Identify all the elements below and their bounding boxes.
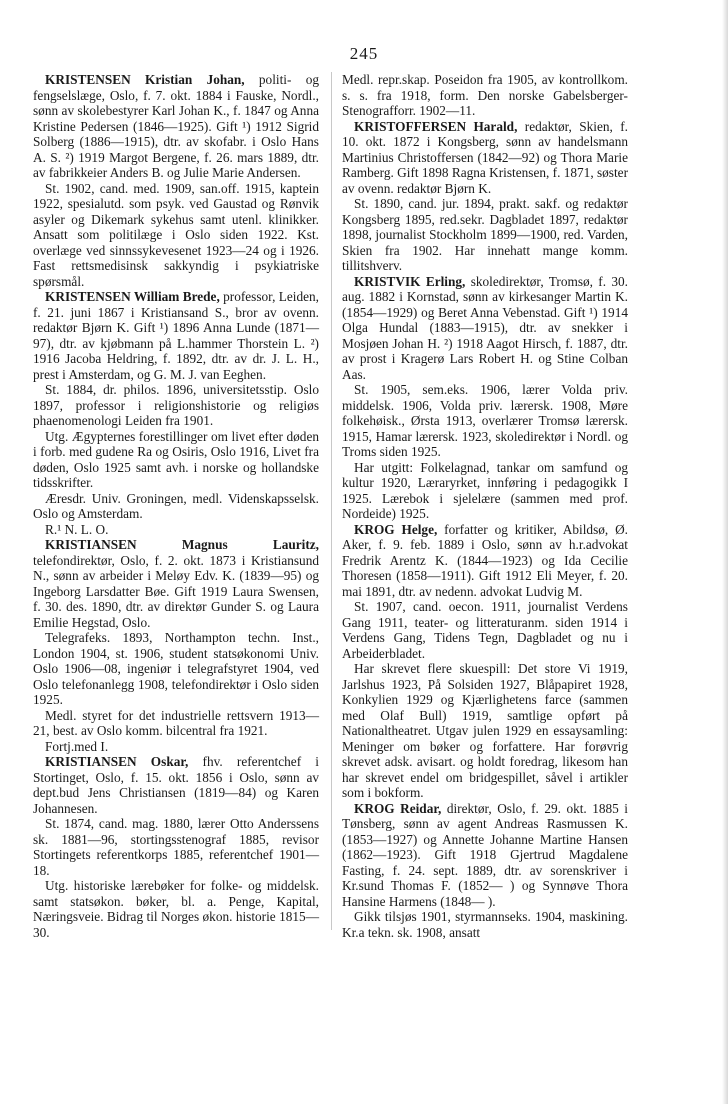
- entry-text: Gikk tilsjøs 1901, styrmannseks. 1904, maskining. Kr.a tekn. sk. 1908, ansatt: [342, 909, 628, 940]
- biography-paragraph: [342, 460, 628, 522]
- biography-paragraph: [33, 630, 319, 708]
- biography-paragraph: [342, 72, 628, 119]
- biography-entry: [33, 754, 319, 816]
- entry-name: KROG Helge,: [354, 521, 438, 537]
- entry-text: professor, Leiden, f. 21. juni 1867 i Kristiansand S., bror av ovenn. redaktør Bjørn K. Gift ¹) 1896 Anna Lunde (1871—97), dtr. av kjøbmann på L.hammer Thorstein L. ²) 1916 Jacoba Heldring, f. 1892, dtr. av dr. J. L. H., prest i Amsterdam, og G. M. J. van Eeghen.: [33, 289, 319, 382]
- biography-paragraph: [33, 522, 319, 538]
- entry-text: Medl. styret for det industrielle rettsvern 1913—21, best. av Oslo komm. bilcentral fra 1921.: [33, 707, 319, 738]
- entry-text: Utg. historiske lærebøker for folke- og middelsk. samt statsøkon. bøker, bl. a. Penge, Kapital, Næringsveie. Bidrag til Norges økon. historie 1815—30.: [33, 878, 319, 940]
- entry-name: KROG Reidar,: [354, 800, 442, 816]
- entry-text: St. 1884, dr. philos. 1896, universitetsstip. Oslo 1897, professor i religionshistorie og religiøs phaenomenologi Leiden fra 1901.: [33, 382, 319, 428]
- entry-text: Æresdr. Univ. Groningen, medl. Videnskapsselsk. Oslo og Amsterdam.: [33, 490, 319, 521]
- entry-text: fhv. referentchef i Stortinget, Oslo, f. 15. okt. 1856 i Oslo, sønn av dept.bud Jens Christiansen (1819—84) og Karen Johannesen.: [33, 754, 319, 816]
- biography-entry: [33, 72, 319, 181]
- entry-text: St. 1902, cand. med. 1909, san.off. 1915, kaptein 1922, spesialutd. som psyk. ved Gaustad og Rønvik asyler og Dikemark sykehus samt utenl. klinikker. Ansatt som politilæge i Oslo siden 1922. Kst. overlæge ved sinnssykevesenet 1923—24 og i 1926. Fast rettsmedisinsk sakkyndig i psykiatriske spørsmål.: [33, 180, 319, 289]
- entry-name: KRISTENSEN Kristian Johan,: [45, 72, 245, 87]
- biography-paragraph: [342, 661, 628, 801]
- page-number: 245: [349, 44, 379, 63]
- column-divider: [331, 72, 332, 930]
- biography-paragraph: [33, 382, 319, 429]
- right-column: [342, 72, 628, 940]
- left-column: [33, 72, 319, 940]
- entry-text: direktør, Oslo, f. 29. okt. 1885 i Tønsberg, sønn av agent Andreas Rasmussen K. (1853—1927) og Annette Johanne Martine Hansen (1862—1923). Gift 1918 Gjertrud Magdalene Fasting, f. 24. sept. 1889, dtr. av sorenskriver i Kr.sund Thomas F. (1852— ) og Synnøve Thora Hansine Harmens (1848— ).: [342, 800, 628, 909]
- entry-text: redaktør, Skien, f. 10. okt. 1872 i Kongsberg, sønn av handelsmann Martinius Christoffersen (1842—92) og Thora Marie Ramberg. Gift 1898 Ragna Kristensen, f. 1871, søster av ovenn. redaktør Bjørn K.: [342, 118, 628, 196]
- entry-text: St. 1907, cand. oecon. 1911, journalist Verdens Gang 1911, teater- og litteraturanm. siden 1914 i Verdens Gang, Tidens Tegn, Dagbladet og nu i Arbeiderbladet.: [342, 599, 628, 661]
- biography-entry: [33, 537, 319, 630]
- page-edge-shadow: [722, 0, 728, 1104]
- biography-entry: [342, 801, 628, 910]
- biography-entry: [33, 289, 319, 382]
- entry-name: KRISTIANSEN Oskar,: [45, 754, 189, 769]
- entry-text: Utg. Ægypternes forestillinger om livet efter døden i forb. med gudene Ra og Osiris, Oslo 1916, Livet fra døden, Oslo 1925 samt avh. i norske og hollandske tidsskrifter.: [33, 428, 319, 490]
- biography-paragraph: [33, 708, 319, 739]
- entry-text: Telegrafeks. 1893, Northampton techn. Inst., London 1904, st. 1906, student statsøkonomi Univ. Oslo 1906—08, ingeniør i telegrafstyret 1904, ved Oslo telefonanlegg 1908, telefondirektør i Oslo siden 1925.: [33, 630, 319, 707]
- entry-text: St. 1890, cand. jur. 1894, prakt. sakf. og redaktør Kongsberg 1895, red.sekr. Dagbladet 1897, redaktør 1898, journalist Stockholm 1899—1900, red. Varden, Skien fra 1902. Har innehatt mange komm. tillitshverv.: [342, 196, 628, 273]
- entry-text: Har skrevet flere skuespill: Det store Vi 1919, Jarlshus 1923, På Solsiden 1927, Blåpapiret 1928, Konkylien 1929 og Kjærlighetens farce (sammen med Olaf Bull) 1919, samtlige opført på Nationaltheatret. Utgav julen 1929 en essaysamling: Meninger om bøker og forfattere. Har forøvrig skrevet adsk. avisart. og holdt foredrag, likesom han har skrevet endel om bridgespillet, såvel i artikler som i bokform.: [342, 661, 628, 800]
- biography-paragraph: [33, 816, 319, 878]
- entry-text: forfatter og kritiker, Abildsø, Ø. Aker, f. 9. feb. 1889 i Oslo, sønn av h.r.advokat Fredrik Arentz K. (1844—1923) og Ida Cecilie Thoresen (1858—1911). Gift 1912 Eli Meyer, f. 20. mai 1891, dtr. av nedenn. advokat Ludvig M.: [342, 521, 628, 599]
- entry-name: KRISTOFFERSEN Harald,: [354, 118, 518, 134]
- biography-paragraph: [342, 909, 628, 940]
- biography-paragraph: [33, 491, 319, 522]
- biography-entry: [342, 522, 628, 600]
- biography-entry: [342, 274, 628, 383]
- biography-paragraph: [33, 181, 319, 290]
- biography-paragraph: [33, 878, 319, 940]
- entry-text: R.¹ N. L. O.: [45, 521, 109, 537]
- entry-text: skoledirektør, Tromsø, f. 30. aug. 1882 i Kornstad, sønn av kirkesanger Martin K. (1854—1929) og Beret Anna Vebenstad. Gift ¹) 1914 Olga Hundal (1883—1915), dtr. av snekker i Mosjøen Johan H. ²) 1918 Aagot Hirsch, f. 1887, dtr. av prost i Kragerø Lars Robert H. og Stine Colban Aas.: [342, 273, 629, 382]
- biography-paragraph: [342, 599, 628, 661]
- entry-text: telefondirektør, Oslo, f. 2. okt. 1873 i Kristiansund N., sønn av arbeider i Meløy Edv. K. (1839—95) og Ingeborg Larsdatter Bøe. Gift 1919 Laura Swensen, f. 30. des. 1890, dtr. av direktør Gunder S. og Laura Emilie Hegstad, Oslo.: [33, 552, 319, 630]
- entry-text: St. 1874, cand. mag. 1880, lærer Otto Anderssens sk. 1881—96, stortingsstenograf 1885, revisor Stortingets referentkorps 1885, referentchef 1901—18.: [33, 816, 319, 878]
- biography-entry: [342, 119, 628, 197]
- biography-paragraph: [33, 739, 319, 755]
- entry-text: Har utgitt: Folkelagnad, tankar om samfund og kultur 1920, Læraryrket, innføring i pedagogikk I 1925. Lærebok i sjelelære (sammen med prof. Nordeide) 1925.: [342, 459, 628, 521]
- entry-name: KRISTENSEN William Brede,: [45, 289, 220, 304]
- entry-text: Fortj.med I.: [45, 738, 109, 754]
- entry-name: KRISTVIK Erling,: [354, 273, 466, 289]
- entry-text: politi- og fengselslæge, Oslo, f. 7. okt. 1884 i Fauske, Nordl., sønn av skolebestyrer Karl Johan K., f. 1847 og Anna Kristine Pedersen (1846—1925). Gift ¹) 1912 Sigrid Solberg (1886—1915), dtr. av skofabr. i Oslo Hans A. S. ²) 1919 Margot Bergene, f. 26. mars 1889, dtr. av fabrikkeier Anders B. og Julie Marie Andersen.: [33, 72, 319, 180]
- entry-text: St. 1905, sem.eks. 1906, lærer Volda priv. middelsk. 1906, Volda priv. lærersk. 1908, Møre folkehøisk., Ørsta 1913, overlærer Tromsø lærersk. 1915, Hamar lærersk. 1923, skoledirektør i Nordl. og Troms siden 1925.: [342, 382, 628, 459]
- entry-text: Medl. repr.skap. Poseidon fra 1905, av kontrollkom. s. s. fra 1918, form. Den norske Gabelsberger-Stenografforr. 1902—11.: [342, 72, 628, 118]
- entry-name: KRISTIANSEN Magnus Lauritz,: [45, 537, 319, 552]
- biography-paragraph: [342, 382, 628, 460]
- biography-paragraph: [33, 429, 319, 491]
- biography-paragraph: [342, 196, 628, 274]
